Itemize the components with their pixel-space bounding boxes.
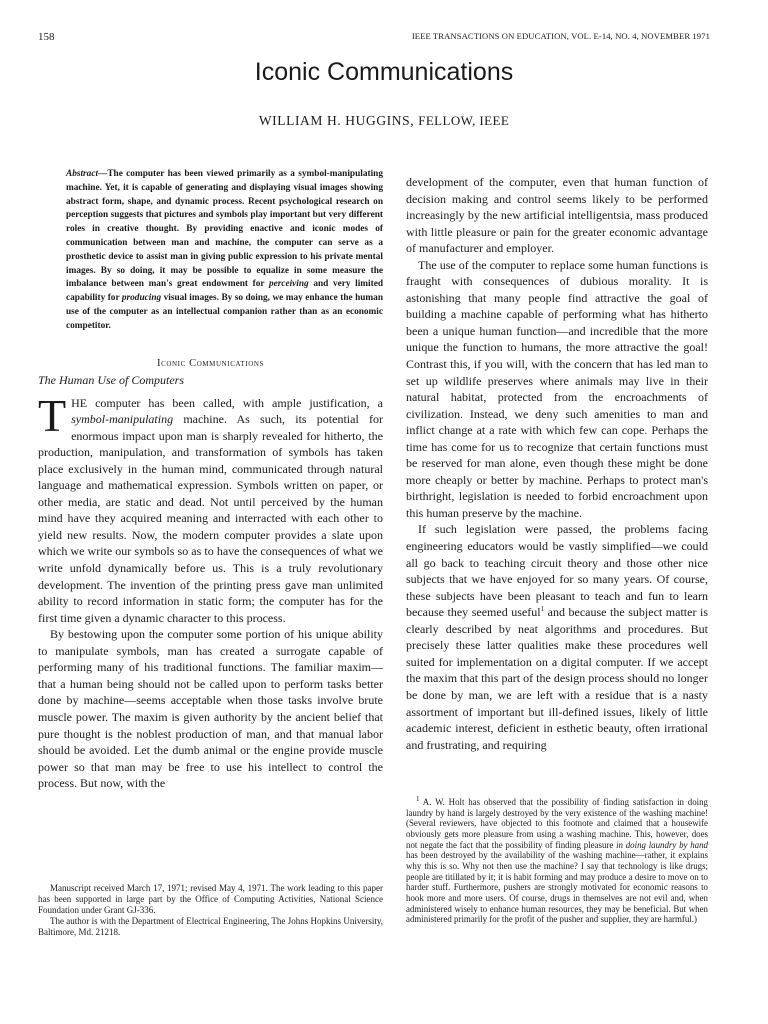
- footnote-text: has been destroyed by the availability of the washing machine—rather, it explains why this is so. Why not then use the machine? I say that technology is like drugs; people are titillated by it; it is habit forming and may produce a desire to move on to harder stuff. Furthermore, pushers are strongly motivated for economic reasons to hook more and more users. Of course, drugs in themselves are not evil and, when administered wisely to enhance human resources, they may be beneficial. But when administered primarily for the profit of the pusher and supplier, they are harmful.): [406, 850, 708, 925]
- body-text-run: If such legislation were passed, the problems facing engineering educators would be vastly simplified—we could all go back to teaching circuit theory and those other nice subjects that we have enjoyed for so many years. Of course, these subjects have been pleasant to teach and fun to learn because they seemed useful: [406, 522, 708, 620]
- left-column: [38, 168, 383, 792]
- abstract-emphasis-perceiving: perceiving: [268, 279, 309, 290]
- author-affiliation: The author is with the Department of Electrical Engineering, The Johns Hopkins University, Baltimore, Md. 21218.: [38, 916, 383, 937]
- footnote-emphasis: in doing laundry by hand: [616, 839, 708, 850]
- footnote-reference: 1: [540, 605, 545, 614]
- abstract-text-2: and very limited capability for: [66, 279, 383, 304]
- drop-cap: T: [38, 389, 67, 441]
- footnote-text: A. W. Holt has observed that the possibility of finding satisfaction in doing laundry by hand is largely destroyed by the very existence of the washing machine! (Several reviewers, have objected to this footnote and claimed that a housewife obviously gets more pleasure from using a washing machine. This, however, does not negate the fact that the possibility of finding pleasure: [406, 797, 708, 850]
- abstract-lead: Abstract: [66, 169, 99, 179]
- paper-title: Iconic Communications: [254, 58, 514, 86]
- body-text-run: machine. As such, its potential for enormous impact upon man is sharply revealed for hitherto, the production, manipulation, and transformation of symbols has taken place exclusively in the human mind, communicated through natural language and mathematical expression. Symbols written on paper, or other media, are static and dead. Not until perceived by the human mind have they acquired meaning and interracted with each other to yield new results. Now, the modern computer provides a slate upon which we write our symbols so as to have the consequences of what we write unfold dynamically before us. This is a truly revolutionary development. The invention of the printing press gave man unlimited ability to record information in static form; the computer has for the first time given a dynamic character to this process.: [38, 412, 383, 625]
- section-heading: Iconic Communications: [156, 357, 264, 369]
- body-paragraph: The use of the computer to replace some human functions is fraught with consequences of dubious morality. It is astonishing that many people find attractive the goal of building a machine capable of performing what has hitherto been a unique human function—and incredible that the more unique the function to humans, the more attractive the goal! Contrast this, if you will, with the concern that has led man to set up wildlife preserves where animals may live in their natural habitat, protected from the encroachments of civilization. Instead, we deny such amenities to man and inflict change at a rate with which few can cope. Perhaps the time has come for us to recognize that certain functions must be reserved for man alone, even though these might be done more cheaply or better by machine. Perhaps to protect man's birthright, legislation is needed to forbid encroachment upon this human preserve by the machine.: [406, 257, 708, 520]
- abstract-emphasis-producing: producing: [121, 293, 162, 304]
- abstract-text-3: visual images. By so doing, we may enhance the human use of the computer as an intellectual companion rather than as an economic competitor.: [66, 293, 383, 331]
- body-paragraph: [406, 521, 708, 753]
- body-paragraph: development of the computer, even that human function of decision making and control seems likely to be performed increasingly by the new artificial intelligentsia, mass produced with little pleasure or pain for the greater economic advantage of manufacturer and employer.: [406, 175, 708, 256]
- manuscript-received: Manuscript received March 17, 1971; revised May 4, 1971. The work leading to this paper has been supported in large part by the Office of Computing Activities, National Science Foundation under Grant GJ-336.: [38, 883, 383, 915]
- author-grade: FELLOW, IEEE: [418, 113, 510, 128]
- author-line: [0, 113, 768, 129]
- body-paragraph: By bestowing upon the computer some portion of his unique ability to manipulate symbols, man has created a surrogate capable of performing many of his traditional functions. The familiar maxim—that a human being should not be called upon to perform tasks better done by machine—seems acceptable when those tasks involve brute muscle power. The maxim is given authority by the ancient belief that pure thought is the noblest production of man, and that manual labor should be avoided. Let the dumb animal or the engine provide muscle power so that man may be free to use his intellect to control the process. But now, with the: [38, 627, 383, 791]
- body-emphasis: symbol-manipulating: [71, 412, 174, 427]
- footnote: [406, 797, 708, 925]
- right-column: [406, 174, 708, 753]
- body-paragraph: [38, 389, 383, 627]
- subsection-heading: The Human Use of Computers: [38, 372, 184, 387]
- running-head: IEEE TRANSACTIONS ON EDUCATION, VOL. E-14, NO. 4, NOVEMBER 1971: [411, 31, 710, 41]
- abstract: [66, 168, 383, 334]
- footnote-mark: 1: [416, 795, 420, 804]
- page-number: 158: [38, 31, 55, 43]
- abstract-text-1: —The computer has been viewed primarily as a symbol-manipulating machine. Yet, it is capable of generating and displaying visual images showing abstract form, shape, and dynamic process. Recent psychological research on perception suggests that pictures and symbols play important but very different roles in creative thought. By providing enactive and iconic modes of communication between man and machine, the computer can serve as a prosthetic device to assist man in giving public expression to his private mental images. By so doing, it may be possible to equalize in some measure the imbalance between man's great endowment for: [66, 169, 383, 290]
- author-name: WILLIAM H. HUGGINS,: [258, 113, 415, 128]
- body-text-run: and because the subject matter is clearly described by neat algorithms and procedures. But precisely these latter qualities make these procedures well suited for implementation on a digital computer. If we accept the maxim that this part of the design process should no longer be done by man, we are left with a residue that is a nasty assortment of important but ill-defined issues, likely of little academic interest, deficient in esthetic beauty, often irrational and frustrating, and requiring: [406, 605, 708, 752]
- manuscript-note: [38, 883, 383, 938]
- body-text-run: HE computer has been called, with ample justification, a: [71, 395, 383, 410]
